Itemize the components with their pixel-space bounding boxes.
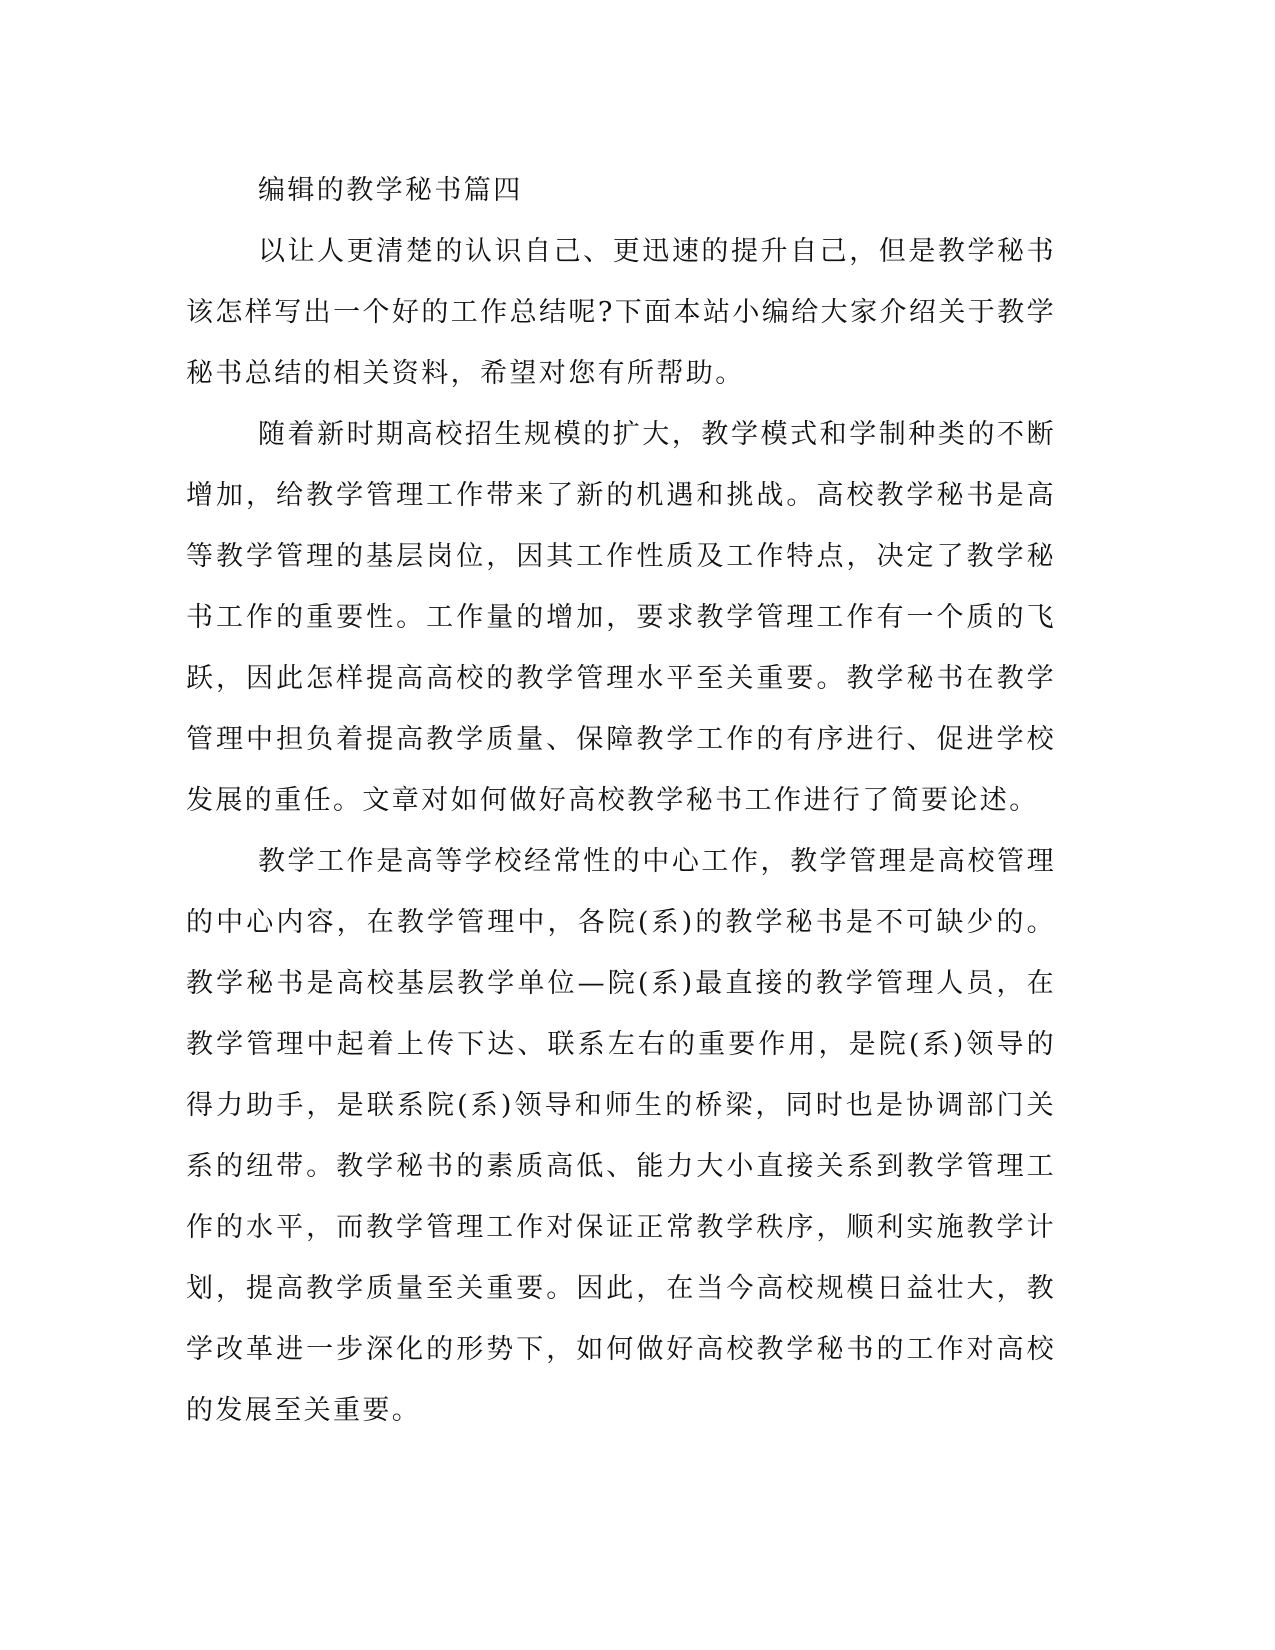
document-body [186, 160, 1056, 1441]
background-paragraph: 随着新时期高校招生规模的扩大，教学模式和学制种类的不断增加，给教学管理工作带来了新的机遇和挑战。高校教学秘书是高等教学管理的基层岗位，因其工作性质及工作特点，决定了教学秘书工作的重要性。工作量的增加，要求教学管理工作有一个质的飞跃，因此怎样提高高校的教学管理水平至关重要。教学秘书在教学管理中担负着提高教学质量、保障教学工作的有序进行、促进学校发展的重任。文章对如何做好高校教学秘书工作进行了简要论述。 [186, 419, 1056, 816]
role-paragraph: 教学工作是高等学校经常性的中心工作，教学管理是高校管理的中心内容，在教学管理中，各院(系)的教学秘书是不可缺少的。教学秘书是高校基层教学单位—院(系)最直接的教学管理人员，在教学管理中起着上传下达、联系左右的重要作用，是院(系)领导的得力助手，是联系院(系)领导和师生的桥梁，同时也是协调部门关系的纽带。教学秘书的素质高低、能力大小直接关系到教学管理工作的水平，而教学管理工作对保证正常教学秩序，顺利实施教学计划，提高教学质量至关重要。因此，在当今高校规模日益壮大，教学改革进一步深化的形势下，如何做好高校教学秘书的工作对高校的发展至关重要。 [186, 846, 1056, 1426]
intro-paragraph: 以让人更清楚的认识自己、更迅速的提升自己，但是教学秘书该怎样写出一个好的工作总结呢?下面本站小编给大家介绍关于教学秘书总结的相关资料，希望对您有所帮助。 [186, 236, 1056, 389]
document-heading: 编辑的教学秘书篇四 [258, 175, 523, 206]
